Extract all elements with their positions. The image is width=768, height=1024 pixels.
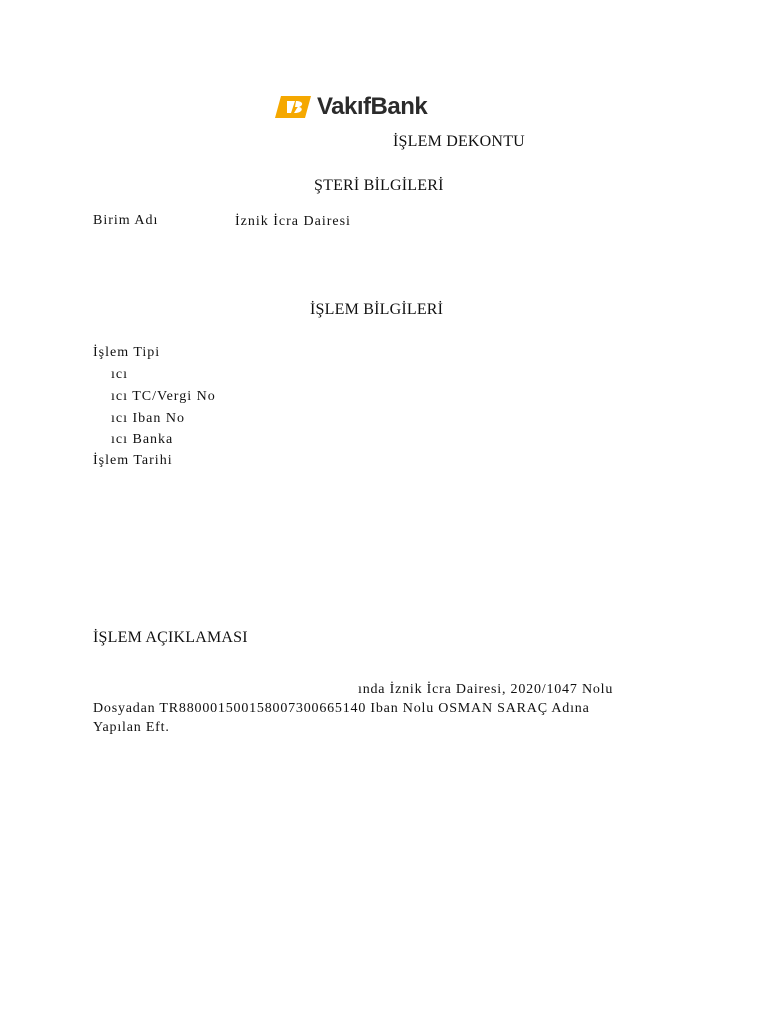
logo-text: VakıfBank [317, 93, 428, 120]
vakifbank-logo [275, 94, 427, 120]
description-line-3: Yapılan Eft. [93, 720, 170, 735]
description-line-1: ında İznik İcra Dairesi, 2020/1047 Nolu [358, 682, 614, 697]
unit-name-label: Birim Adı [93, 213, 159, 228]
transaction-type-label: İşlem Tipi [93, 345, 161, 360]
recipient-tax-no-label: ıcı TC/Vergi No [111, 389, 216, 404]
document-title: İŞLEM DEKONTU [393, 133, 525, 150]
recipient-bank-label: ıcı Banka [111, 432, 174, 447]
recipient-label: ıcı [111, 367, 128, 382]
transaction-date-label: İşlem Tarihi [93, 453, 173, 468]
customer-info-heading: ŞTERİ BİLGİLERİ [314, 177, 444, 194]
unit-name-value: İznik İcra Dairesi [235, 214, 351, 229]
transaction-info-heading: İŞLEM BİLGİLERİ [310, 301, 444, 318]
recipient-iban-label: ıcı Iban No [111, 411, 185, 426]
transaction-description-heading: İŞLEM AÇIKLAMASI [93, 629, 248, 646]
vakifbank-logo-icon [275, 96, 311, 118]
description-line-2: Dosyadan TR880001500158007300665140 Iban Nolu OSMAN SARAÇ Adına [93, 701, 590, 716]
